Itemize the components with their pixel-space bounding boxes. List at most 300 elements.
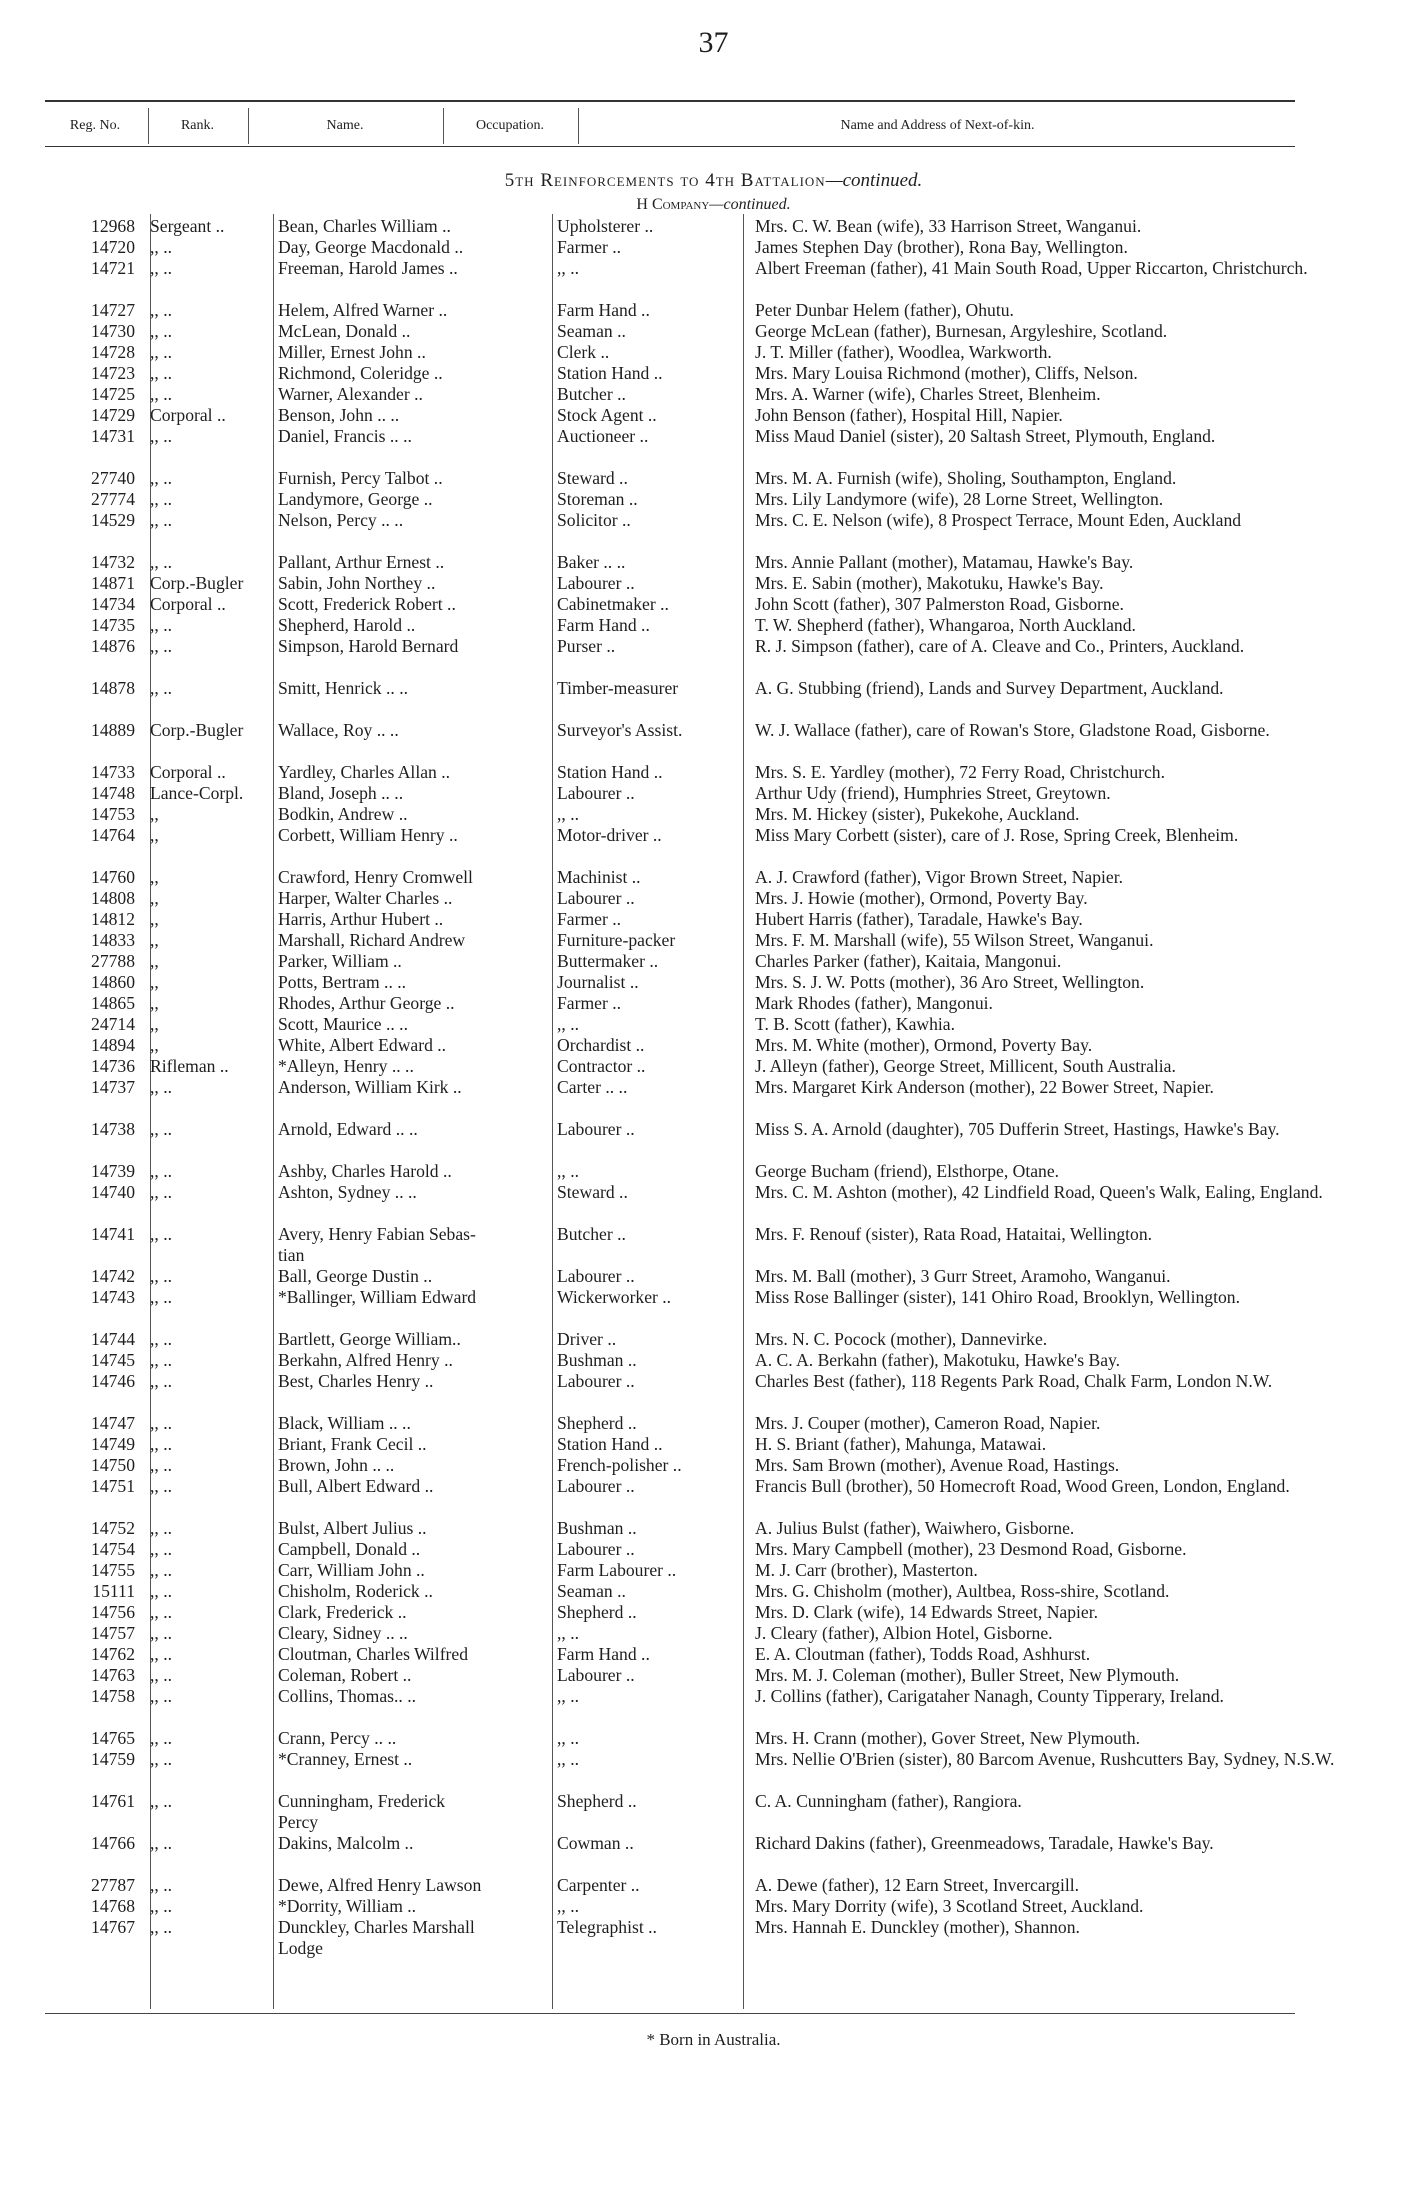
next-of-kin-cell: Mrs. G. Chisholm (mother), Aultbea, Ross-shire, Scotland. bbox=[755, 1581, 1170, 1601]
rank-cell: Lance-Corpl. bbox=[150, 783, 244, 803]
table-row bbox=[60, 300, 1320, 321]
rank-cell: ,, bbox=[150, 993, 159, 1013]
rank-cell: ,, .. bbox=[150, 678, 172, 698]
occupation-cell: Butcher .. bbox=[557, 384, 626, 404]
table-row bbox=[60, 1035, 1320, 1056]
reg-number-cell: 14721 bbox=[91, 258, 135, 278]
table-row bbox=[60, 1476, 1320, 1518]
next-of-kin-cell: A. Julius Bulst (father), Waiwhero, Gisborne. bbox=[755, 1518, 1075, 1538]
reg-number-cell: 14737 bbox=[91, 1077, 135, 1097]
soldier-name-cell: Arnold, Edward .. .. bbox=[278, 1119, 418, 1139]
next-of-kin-cell: J. T. Miller (father), Woodlea, Warkworth. bbox=[755, 342, 1052, 362]
next-of-kin-cell: E. A. Cloutman (father), Todds Road, Ashhurst. bbox=[755, 1644, 1091, 1664]
table-row bbox=[60, 636, 1320, 678]
reg-number-cell: 12968 bbox=[91, 216, 135, 236]
rank-cell: ,, bbox=[150, 825, 159, 845]
rank-cell: ,, .. bbox=[150, 384, 172, 404]
soldier-name-cell: Marshall, Richard Andrew bbox=[278, 930, 466, 950]
reg-number-cell: 14735 bbox=[91, 615, 135, 635]
occupation-cell: ,, .. bbox=[557, 804, 579, 824]
soldier-name-cell: Scott, Maurice .. .. bbox=[278, 1014, 408, 1034]
reg-number-cell: 14733 bbox=[91, 762, 135, 782]
table-row bbox=[60, 1371, 1320, 1413]
soldier-name-cell: Bull, Albert Edward .. bbox=[278, 1476, 434, 1496]
rank-cell: Corp.-Bugler bbox=[150, 720, 244, 740]
rank-cell: ,, .. bbox=[150, 1476, 172, 1496]
table-row bbox=[60, 405, 1320, 426]
rank-cell: ,, .. bbox=[150, 1602, 172, 1622]
occupation-cell: Labourer .. bbox=[557, 783, 635, 803]
soldier-name-cell: Briant, Frank Cecil .. bbox=[278, 1434, 427, 1454]
col-header-rank: Rank. bbox=[180, 118, 215, 133]
next-of-kin-cell: Mrs. Margaret Kirk Anderson (mother), 22 Bower Street, Napier. bbox=[755, 1077, 1214, 1097]
company-continued: —continued. bbox=[709, 196, 791, 213]
section-title bbox=[0, 170, 1427, 192]
rank-cell: Rifleman .. bbox=[150, 1056, 229, 1076]
next-of-kin-cell: John Scott (father), 307 Palmerston Road, Gisborne. bbox=[755, 594, 1124, 614]
next-of-kin-cell: Miss Rose Ballinger (sister), 141 Ohiro Road, Brooklyn, Wellington. bbox=[755, 1287, 1240, 1307]
next-of-kin-cell: Charles Best (father), 118 Regents Park Road, Chalk Farm, London N.W. bbox=[755, 1371, 1273, 1391]
next-of-kin-cell: Mrs. Mary Dorrity (wife), 3 Scotland Street, Auckland. bbox=[755, 1896, 1144, 1916]
reg-number-cell: 14767 bbox=[91, 1917, 135, 1937]
occupation-cell: Stock Agent .. bbox=[557, 405, 657, 425]
rank-cell: ,, .. bbox=[150, 1875, 172, 1895]
next-of-kin-cell: Mrs. C. M. Ashton (mother), 42 Lindfield Road, Queen's Walk, Ealing, England. bbox=[755, 1182, 1323, 1202]
occupation-cell: Steward .. bbox=[557, 1182, 628, 1202]
rank-cell: ,, bbox=[150, 867, 159, 887]
soldier-name-cell: Wallace, Roy .. .. bbox=[278, 720, 399, 740]
occupation-cell: ,, .. bbox=[557, 1161, 579, 1181]
occupation-cell: Wickerworker .. bbox=[557, 1287, 672, 1307]
rank-cell: ,, .. bbox=[150, 1224, 172, 1244]
reg-number-cell: 14878 bbox=[91, 678, 135, 698]
rank-cell: ,, bbox=[150, 804, 159, 824]
rank-cell: ,, .. bbox=[150, 1728, 172, 1748]
reg-number-cell: 14756 bbox=[91, 1602, 135, 1622]
rank-cell: ,, .. bbox=[150, 1287, 172, 1307]
rank-cell: ,, .. bbox=[150, 1350, 172, 1370]
reg-number-cell: 27774 bbox=[91, 489, 135, 509]
reg-number-cell: 14865 bbox=[91, 993, 135, 1013]
occupation-cell: ,, .. bbox=[557, 1014, 579, 1034]
table-row bbox=[60, 1539, 1320, 1560]
col-header-occupation: Occupation. bbox=[475, 118, 545, 133]
next-of-kin-cell: Mrs. D. Clark (wife), 14 Edwards Street, Napier. bbox=[755, 1602, 1098, 1622]
rank-cell: ,, .. bbox=[150, 1644, 172, 1664]
next-of-kin-cell: A. C. A. Berkahn (father), Makotuku, Hawke's Bay. bbox=[755, 1350, 1121, 1370]
table-row bbox=[60, 363, 1320, 384]
next-of-kin-cell: George Bucham (friend), Elsthorpe, Otane. bbox=[755, 1161, 1060, 1181]
reg-number-cell: 14740 bbox=[91, 1182, 135, 1202]
occupation-cell: Baker .. .. bbox=[557, 552, 626, 572]
rank-cell: ,, .. bbox=[150, 1539, 172, 1559]
occupation-cell: Labourer .. bbox=[557, 1665, 635, 1685]
next-of-kin-cell: Mrs. Hannah E. Dunckley (mother), Shannon. bbox=[755, 1917, 1080, 1937]
table-row bbox=[60, 993, 1320, 1014]
reg-number-cell: 14833 bbox=[91, 930, 135, 950]
rank-cell: ,, .. bbox=[150, 1182, 172, 1202]
soldier-name-cell: Cunningham, Frederick Percy bbox=[278, 1791, 446, 1832]
next-of-kin-cell: Mrs. Mary Campbell (mother), 23 Desmond Road, Gisborne. bbox=[755, 1539, 1187, 1559]
rank-cell: ,, .. bbox=[150, 1623, 172, 1643]
reg-number-cell: 14762 bbox=[91, 1644, 135, 1664]
next-of-kin-cell: Mrs. J. Couper (mother), Cameron Road, Napier. bbox=[755, 1413, 1101, 1433]
occupation-cell: Carter .. .. bbox=[557, 1077, 628, 1097]
reg-number-cell: 14739 bbox=[91, 1161, 135, 1181]
soldier-name-cell: Nelson, Percy .. .. bbox=[278, 510, 404, 530]
table-row bbox=[60, 1287, 1320, 1329]
table-row bbox=[60, 1224, 1320, 1266]
occupation-cell: Machinist .. bbox=[557, 867, 641, 887]
next-of-kin-cell: Mrs. J. Howie (mother), Ormond, Poverty Bay. bbox=[755, 888, 1088, 908]
reg-number-cell: 14764 bbox=[91, 825, 135, 845]
table-row bbox=[60, 258, 1320, 300]
table-row bbox=[60, 1518, 1320, 1539]
next-of-kin-cell: George McLean (father), Burnesan, Argyleshire, Scotland. bbox=[755, 321, 1168, 341]
header-rule-top bbox=[45, 100, 1295, 102]
rank-cell: ,, .. bbox=[150, 615, 172, 635]
soldier-name-cell: Dewe, Alfred Henry Lawson bbox=[278, 1875, 482, 1895]
occupation-cell: ,, .. bbox=[557, 258, 579, 278]
reg-number-cell: 14725 bbox=[91, 384, 135, 404]
occupation-cell: Farm Hand .. bbox=[557, 615, 650, 635]
soldier-name-cell: Campbell, Donald .. bbox=[278, 1539, 421, 1559]
soldier-name-cell: Ashby, Charles Harold .. bbox=[278, 1161, 452, 1181]
next-of-kin-cell: Mrs. F. M. Marshall (wife), 55 Wilson Street, Wanganui. bbox=[755, 930, 1154, 950]
table-row bbox=[60, 972, 1320, 993]
table-row bbox=[60, 720, 1320, 762]
table-row bbox=[60, 1749, 1335, 1791]
table-row bbox=[60, 1455, 1320, 1476]
soldier-name-cell: *Ballinger, William Edward bbox=[278, 1287, 477, 1307]
table-row bbox=[60, 237, 1320, 258]
occupation-cell: Farm Hand .. bbox=[557, 1644, 650, 1664]
next-of-kin-cell: M. J. Carr (brother), Masterton. bbox=[755, 1560, 978, 1580]
table-row bbox=[60, 1833, 1320, 1875]
reg-number-cell: 14812 bbox=[91, 909, 135, 929]
next-of-kin-cell: Mrs. M. Hickey (sister), Pukekohe, Auckland. bbox=[755, 804, 1080, 824]
rank-cell: ,, .. bbox=[150, 1434, 172, 1454]
table-row bbox=[60, 1560, 1320, 1581]
reg-number-cell: 14745 bbox=[91, 1350, 135, 1370]
soldier-name-cell: Coleman, Robert .. bbox=[278, 1665, 412, 1685]
table-row bbox=[60, 1014, 1320, 1035]
soldier-name-cell: *Dorrity, William .. bbox=[278, 1896, 417, 1916]
rank-cell: ,, .. bbox=[150, 1917, 172, 1937]
rank-cell: ,, .. bbox=[150, 1329, 172, 1349]
rank-cell: ,, .. bbox=[150, 1413, 172, 1433]
page-number: 37 bbox=[698, 26, 729, 59]
occupation-cell: Journalist .. bbox=[557, 972, 639, 992]
reg-number-cell: 14742 bbox=[91, 1266, 135, 1286]
occupation-cell: ,, .. bbox=[557, 1896, 579, 1916]
table-row bbox=[60, 1434, 1320, 1455]
occupation-cell: Farmer .. bbox=[557, 237, 622, 257]
occupation-cell: Upholsterer .. bbox=[557, 216, 654, 236]
table-row bbox=[60, 825, 1320, 867]
rank-cell: ,, .. bbox=[150, 1665, 172, 1685]
occupation-cell: Bushman .. bbox=[557, 1518, 637, 1538]
rank-cell: ,, bbox=[150, 1014, 159, 1034]
table-row bbox=[60, 1161, 1320, 1182]
rank-cell: ,, .. bbox=[150, 1518, 172, 1538]
occupation-cell: Buttermaker .. bbox=[557, 951, 659, 971]
rank-cell: ,, .. bbox=[150, 1560, 172, 1580]
reg-number-cell: 14808 bbox=[91, 888, 135, 908]
table-row bbox=[60, 1119, 1320, 1161]
next-of-kin-cell: J. Alleyn (father), George Street, Millicent, South Australia. bbox=[755, 1056, 1176, 1076]
occupation-cell: Cowman .. bbox=[557, 1833, 634, 1853]
roll-table bbox=[60, 216, 1335, 1959]
rank-cell: ,, .. bbox=[150, 1686, 172, 1706]
reg-number-cell: 14743 bbox=[91, 1287, 135, 1307]
soldier-name-cell: Avery, Henry Fabian Sebas- tian bbox=[278, 1224, 476, 1265]
occupation-cell: Driver .. bbox=[557, 1329, 617, 1349]
occupation-cell: Purser .. bbox=[557, 636, 616, 656]
soldier-name-cell: *Cranney, Ernest .. bbox=[278, 1749, 413, 1769]
reg-number-cell: 14720 bbox=[91, 237, 135, 257]
soldier-name-cell: Simpson, Harold Bernard bbox=[278, 636, 459, 656]
occupation-cell: Station Hand .. bbox=[557, 1434, 663, 1454]
soldier-name-cell: Harper, Walter Charles .. bbox=[278, 888, 453, 908]
soldier-name-cell: Rhodes, Arthur George .. bbox=[278, 993, 455, 1013]
rank-cell: ,, .. bbox=[150, 426, 172, 446]
table-row bbox=[60, 1602, 1320, 1623]
next-of-kin-cell: Hubert Harris (father), Taradale, Hawke's Bay. bbox=[755, 909, 1083, 929]
table-row bbox=[60, 1728, 1320, 1749]
soldier-name-cell: Cloutman, Charles Wilfred bbox=[278, 1644, 469, 1664]
occupation-cell: Station Hand .. bbox=[557, 363, 663, 383]
rank-cell: ,, .. bbox=[150, 321, 172, 341]
reg-number-cell: 14759 bbox=[91, 1749, 135, 1769]
soldier-name-cell: Clark, Frederick .. bbox=[278, 1602, 407, 1622]
reg-number-cell: 14748 bbox=[91, 783, 135, 803]
table-row bbox=[60, 888, 1320, 909]
next-of-kin-cell: A. G. Stubbing (friend), Lands and Survey Department, Auckland. bbox=[755, 678, 1224, 698]
reg-number-cell: 27787 bbox=[91, 1875, 135, 1895]
soldier-name-cell: Potts, Bertram .. .. bbox=[278, 972, 407, 992]
soldier-name-cell: Furnish, Percy Talbot .. bbox=[278, 468, 443, 488]
next-of-kin-cell: W. J. Wallace (father), care of Rowan's Store, Gladstone Road, Gisborne. bbox=[755, 720, 1270, 740]
soldier-name-cell: Day, George Macdonald .. bbox=[278, 237, 464, 257]
occupation-cell: Contractor .. bbox=[557, 1056, 646, 1076]
table-row bbox=[60, 615, 1320, 636]
soldier-name-cell: Dunckley, Charles Marshall Lodge bbox=[278, 1917, 475, 1958]
soldier-name-cell: Richmond, Coleridge .. bbox=[278, 363, 443, 383]
rank-cell: Corporal .. bbox=[150, 762, 226, 782]
rank-cell: ,, .. bbox=[150, 468, 172, 488]
occupation-cell: Shepherd .. bbox=[557, 1791, 637, 1811]
occupation-cell: ,, .. bbox=[557, 1749, 579, 1769]
section-subtitle bbox=[0, 196, 1427, 214]
occupation-cell: Station Hand .. bbox=[557, 762, 663, 782]
header-divider bbox=[443, 108, 444, 144]
section-title-continued: —continued. bbox=[825, 170, 923, 191]
rank-cell: ,, .. bbox=[150, 1749, 172, 1769]
rank-cell: ,, .. bbox=[150, 342, 172, 362]
soldier-name-cell: Anderson, William Kirk .. bbox=[278, 1077, 462, 1097]
soldier-name-cell: Freeman, Harold James .. bbox=[278, 258, 458, 278]
rank-cell: ,, .. bbox=[150, 510, 172, 530]
header-rule-bottom bbox=[45, 146, 1295, 147]
soldier-name-cell: Daniel, Francis .. .. bbox=[278, 426, 412, 446]
soldier-name-cell: Bean, Charles William .. bbox=[278, 216, 451, 236]
next-of-kin-cell: Peter Dunbar Helem (father), Ohutu. bbox=[755, 300, 1014, 320]
table-row bbox=[60, 762, 1320, 783]
occupation-cell: Shepherd .. bbox=[557, 1413, 637, 1433]
reg-number-cell: 14747 bbox=[91, 1413, 135, 1433]
reg-number-cell: 15111 bbox=[92, 1581, 135, 1601]
soldier-name-cell: Ashton, Sydney .. .. bbox=[278, 1182, 417, 1202]
table-row bbox=[60, 1056, 1320, 1077]
rank-cell: ,, .. bbox=[150, 1266, 172, 1286]
next-of-kin-cell: Arthur Udy (friend), Humphries Street, Greytown. bbox=[755, 783, 1111, 803]
soldier-name-cell: Crann, Percy .. .. bbox=[278, 1728, 397, 1748]
next-of-kin-cell: Mrs. Annie Pallant (mother), Matamau, Hawke's Bay. bbox=[755, 552, 1134, 572]
rank-cell: ,, .. bbox=[150, 300, 172, 320]
soldier-name-cell: Crawford, Henry Cromwell bbox=[278, 867, 473, 887]
occupation-cell: ,, .. bbox=[557, 1623, 579, 1643]
soldier-name-cell: Ball, George Dustin .. bbox=[278, 1266, 433, 1286]
table-row bbox=[60, 1329, 1320, 1350]
table-row bbox=[60, 510, 1320, 552]
rank-cell: ,, .. bbox=[150, 1791, 172, 1811]
table-row bbox=[60, 342, 1320, 363]
rank-cell: ,, .. bbox=[150, 1119, 172, 1139]
occupation-cell: Farm Labourer .. bbox=[557, 1560, 677, 1580]
reg-number-cell: 27788 bbox=[91, 951, 135, 971]
soldier-name-cell: *Alleyn, Henry .. .. bbox=[278, 1056, 414, 1076]
occupation-cell: Bushman .. bbox=[557, 1350, 637, 1370]
table-row bbox=[60, 321, 1320, 342]
next-of-kin-cell: T. W. Shepherd (father), Whangaroa, North Auckland. bbox=[755, 615, 1136, 635]
rank-cell: ,, .. bbox=[150, 258, 172, 278]
reg-number-cell: 14766 bbox=[91, 1833, 135, 1853]
occupation-cell: Labourer .. bbox=[557, 1266, 635, 1286]
table-row bbox=[60, 678, 1320, 720]
table-row bbox=[60, 1896, 1320, 1917]
soldier-name-cell: Shepherd, Harold .. bbox=[278, 615, 416, 635]
next-of-kin-cell: Albert Freeman (father), 41 Main South Road, Upper Riccarton, Christchurch. bbox=[755, 258, 1308, 278]
footnote: * Born in Australia. bbox=[646, 2030, 781, 2049]
next-of-kin-cell: Mrs. Mary Louisa Richmond (mother), Cliffs, Nelson. bbox=[755, 363, 1138, 383]
next-of-kin-cell: Mrs. M. A. Furnish (wife), Sholing, Southampton, England. bbox=[755, 468, 1177, 488]
rank-cell: ,, .. bbox=[150, 363, 172, 383]
next-of-kin-cell: Francis Bull (brother), 50 Homecroft Road, Wood Green, London, England. bbox=[755, 1476, 1290, 1496]
rank-cell: Corporal .. bbox=[150, 594, 226, 614]
rank-cell: ,, .. bbox=[150, 1581, 172, 1601]
reg-number-cell: 14752 bbox=[91, 1518, 135, 1538]
next-of-kin-cell: Mark Rhodes (father), Mangonui. bbox=[755, 993, 993, 1013]
next-of-kin-cell: C. A. Cunningham (father), Rangiora. bbox=[755, 1791, 1022, 1811]
table-row bbox=[60, 930, 1320, 951]
table-row bbox=[60, 909, 1320, 930]
occupation-cell: Labourer .. bbox=[557, 1476, 635, 1496]
next-of-kin-cell: J. Cleary (father), Albion Hotel, Gisborne. bbox=[755, 1623, 1053, 1643]
soldier-name-cell: Black, William .. .. bbox=[278, 1413, 411, 1433]
rank-cell: ,, bbox=[150, 909, 159, 929]
occupation-cell: Seaman .. bbox=[557, 1581, 626, 1601]
occupation-cell: Solicitor .. bbox=[557, 510, 631, 530]
table-row bbox=[60, 1350, 1320, 1371]
reg-number-cell: 14746 bbox=[91, 1371, 135, 1391]
occupation-cell: Motor-driver .. bbox=[557, 825, 662, 845]
table-row bbox=[60, 1623, 1320, 1644]
soldier-name-cell: Sabin, John Northey .. bbox=[278, 573, 436, 593]
soldier-name-cell: Landymore, George .. bbox=[278, 489, 433, 509]
occupation-cell: ,, .. bbox=[557, 1686, 579, 1706]
table-row bbox=[60, 1182, 1323, 1224]
soldier-name-cell: Bland, Joseph .. .. bbox=[278, 783, 404, 803]
soldier-name-cell: Helem, Alfred Warner .. bbox=[278, 300, 448, 320]
occupation-cell: Steward .. bbox=[557, 468, 628, 488]
section-title-main: 5th Reinforcements to 4th Battalion bbox=[504, 170, 826, 191]
next-of-kin-cell: Mrs. Sam Brown (mother), Avenue Road, Hastings. bbox=[755, 1455, 1120, 1475]
table-row bbox=[60, 1413, 1320, 1434]
next-of-kin-cell: A. J. Crawford (father), Vigor Brown Street, Napier. bbox=[755, 867, 1123, 887]
soldier-name-cell: Berkahn, Alfred Henry .. bbox=[278, 1350, 453, 1370]
rank-cell: ,, bbox=[150, 951, 159, 971]
soldier-name-cell: Bulst, Albert Julius .. bbox=[278, 1518, 427, 1538]
next-of-kin-cell: Mrs. C. E. Nelson (wife), 8 Prospect Terrace, Mount Eden, Auckland bbox=[755, 510, 1242, 530]
reg-number-cell: 14889 bbox=[91, 720, 135, 740]
soldier-name-cell: Scott, Frederick Robert .. bbox=[278, 594, 456, 614]
reg-number-cell: 14736 bbox=[91, 1056, 135, 1076]
soldier-name-cell: Cleary, Sidney .. .. bbox=[278, 1623, 408, 1643]
reg-number-cell: 14758 bbox=[91, 1686, 135, 1706]
reg-number-cell: 14738 bbox=[91, 1119, 135, 1139]
occupation-cell: Seaman .. bbox=[557, 321, 626, 341]
table-row bbox=[60, 1686, 1320, 1728]
reg-number-cell: 14753 bbox=[91, 804, 135, 824]
occupation-cell: Labourer .. bbox=[557, 888, 635, 908]
next-of-kin-cell: James Stephen Day (brother), Rona Bay, Wellington. bbox=[755, 237, 1128, 257]
soldier-name-cell: Harris, Arthur Hubert .. bbox=[278, 909, 444, 929]
next-of-kin-cell: Mrs. H. Crann (mother), Gover Street, New Plymouth. bbox=[755, 1728, 1141, 1748]
rank-cell: ,, .. bbox=[150, 636, 172, 656]
rank-cell: Sergeant .. bbox=[150, 216, 225, 236]
company-name: H Company bbox=[636, 196, 710, 213]
next-of-kin-cell: A. Dewe (father), 12 Earn Street, Invercargill. bbox=[755, 1875, 1080, 1895]
rank-cell: ,, .. bbox=[150, 1455, 172, 1475]
occupation-cell: Carpenter .. bbox=[557, 1875, 640, 1895]
rank-cell: ,, .. bbox=[150, 1077, 172, 1097]
occupation-cell: Timber-measurer bbox=[557, 678, 679, 698]
reg-number-cell: 14894 bbox=[91, 1035, 135, 1055]
occupation-cell: Labourer .. bbox=[557, 1119, 635, 1139]
table-row bbox=[60, 1917, 1320, 1959]
soldier-name-cell: Warner, Alexander .. bbox=[278, 384, 423, 404]
reg-number-cell: 14763 bbox=[91, 1665, 135, 1685]
reg-number-cell: 14871 bbox=[91, 573, 135, 593]
reg-number-cell: 14765 bbox=[91, 1728, 135, 1748]
rank-cell: ,, bbox=[150, 972, 159, 992]
next-of-kin-cell: John Benson (father), Hospital Hill, Napier. bbox=[755, 405, 1063, 425]
next-of-kin-cell: Mrs. M. J. Coleman (mother), Buller Street, New Plymouth. bbox=[755, 1665, 1180, 1685]
header-divider bbox=[148, 108, 149, 144]
soldier-name-cell: Best, Charles Henry .. bbox=[278, 1371, 434, 1391]
rank-cell: ,, .. bbox=[150, 1833, 172, 1853]
next-of-kin-cell: Charles Parker (father), Kaitaia, Mangonui. bbox=[755, 951, 1062, 971]
rank-cell: Corporal .. bbox=[150, 405, 226, 425]
header-divider bbox=[578, 108, 579, 144]
rank-cell: ,, .. bbox=[150, 489, 172, 509]
reg-number-cell: 14750 bbox=[91, 1455, 135, 1475]
soldier-name-cell: White, Albert Edward .. bbox=[278, 1035, 447, 1055]
rank-cell: ,, bbox=[150, 888, 159, 908]
occupation-cell: Labourer .. bbox=[557, 573, 635, 593]
next-of-kin-cell: Mrs. Nellie O'Brien (sister), 80 Barcom Avenue, Rushcutters Bay, Sydney, N.S.W. bbox=[755, 1749, 1335, 1769]
